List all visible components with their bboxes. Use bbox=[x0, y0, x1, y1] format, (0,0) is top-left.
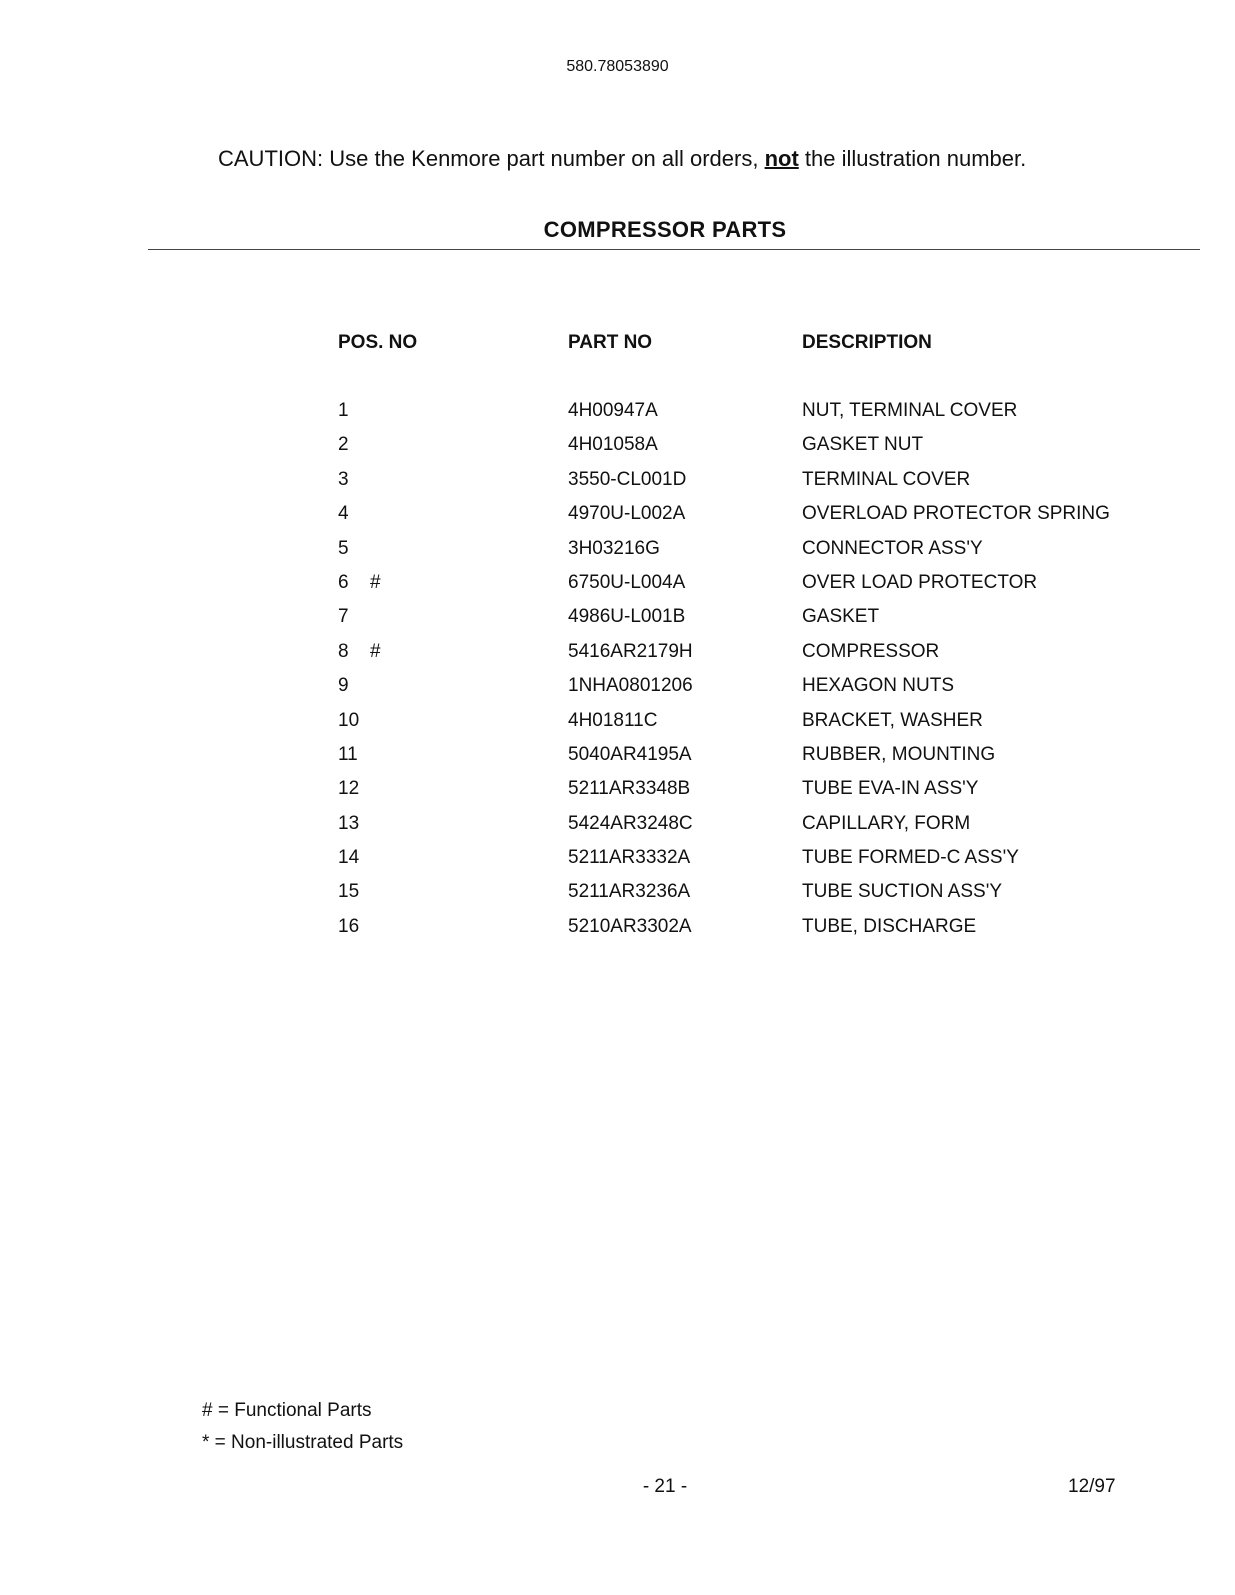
pos-cell: 16 bbox=[338, 915, 360, 937]
table-row bbox=[0, 774, 1235, 808]
part-number-cell: 3550-CL001D bbox=[568, 468, 687, 490]
caution-text-end: the illustration number. bbox=[798, 146, 1027, 171]
part-number-cell: 5040AR4195A bbox=[568, 743, 692, 765]
description-cell: COMPRESSOR bbox=[802, 640, 940, 662]
description-cell: CAPILLARY, FORM bbox=[802, 812, 971, 834]
revision-date: 12/97 bbox=[1068, 1476, 1116, 1497]
pos-cell: 5 bbox=[338, 537, 349, 559]
part-number-cell: 5210AR3302A bbox=[568, 915, 692, 937]
pos-cell: 9 bbox=[338, 675, 349, 697]
pos-cell: 14 bbox=[338, 847, 360, 869]
pos-cell: 6 bbox=[338, 571, 349, 593]
table-row bbox=[0, 706, 1235, 740]
part-number-cell: 4970U-L002A bbox=[568, 503, 686, 525]
pos-cell: 10 bbox=[338, 709, 360, 731]
part-number-cell: 5416AR2179H bbox=[568, 640, 693, 662]
part-number-cell: 5211AR3332A bbox=[568, 847, 691, 869]
pos-cell: 15 bbox=[338, 881, 360, 903]
description-cell: BRACKET, WASHER bbox=[802, 709, 983, 731]
part-number-cell: 4986U-L001B bbox=[568, 606, 686, 628]
description-cell: GASKET bbox=[802, 606, 880, 628]
column-header-pos: POS. NO bbox=[338, 332, 418, 353]
part-number-cell: 5424AR3248C bbox=[568, 812, 693, 834]
flag-cell: # bbox=[370, 640, 381, 662]
part-number-cell: 1NHA0801206 bbox=[568, 675, 693, 697]
table-row bbox=[0, 637, 1235, 671]
parts-table-body bbox=[0, 396, 1235, 946]
description-cell: CONNECTOR ASS'Y bbox=[802, 537, 983, 559]
part-number-cell: 4H00947A bbox=[568, 400, 658, 421]
column-header-description: DESCRIPTION bbox=[802, 332, 932, 353]
description-cell: HEXAGON NUTS bbox=[802, 675, 955, 697]
table-row bbox=[0, 740, 1235, 774]
pos-cell: 8 bbox=[338, 640, 349, 662]
pos-cell: 2 bbox=[338, 434, 349, 456]
description-cell: TUBE EVA-IN ASS'Y bbox=[802, 778, 979, 800]
table-row bbox=[0, 843, 1235, 877]
table-row bbox=[0, 534, 1235, 568]
model-number: 580.78053890 bbox=[566, 58, 669, 75]
pos-cell: 4 bbox=[338, 503, 349, 525]
description-cell: OVER LOAD PROTECTOR bbox=[802, 571, 1038, 593]
pos-cell: 11 bbox=[338, 743, 358, 765]
pos-cell: 3 bbox=[338, 468, 349, 490]
table-row bbox=[0, 396, 1235, 430]
description-cell: TUBE SUCTION ASS'Y bbox=[802, 881, 1003, 903]
pos-cell: 1 bbox=[338, 400, 349, 421]
description-cell: RUBBER, MOUNTING bbox=[802, 743, 996, 765]
part-number-cell: 5211AR3348B bbox=[568, 778, 691, 800]
description-cell: TUBE FORMED-C ASS'Y bbox=[802, 847, 1019, 869]
part-number-cell: 4H01811C bbox=[568, 709, 658, 731]
table-row bbox=[0, 499, 1235, 533]
table-row bbox=[0, 671, 1235, 705]
flag-cell: # bbox=[370, 571, 381, 593]
description-cell: TERMINAL COVER bbox=[802, 468, 971, 490]
description-cell: GASKET NUT bbox=[802, 434, 924, 456]
table-row bbox=[0, 568, 1235, 602]
caution-text: CAUTION: Use the Kenmore part number on all orders, bbox=[218, 146, 765, 171]
caution-note bbox=[218, 146, 1026, 172]
title-rule bbox=[148, 249, 1200, 250]
caution-emphasis: not bbox=[764, 146, 799, 171]
description-cell: TUBE, DISCHARGE bbox=[802, 915, 977, 937]
table-row bbox=[0, 602, 1235, 636]
table-row bbox=[0, 465, 1235, 499]
table-row bbox=[0, 430, 1235, 464]
legend-non-illustrated: * = Non-illustrated Parts bbox=[202, 1432, 404, 1453]
column-header-part: PART NO bbox=[568, 332, 653, 353]
pos-cell: 12 bbox=[338, 778, 360, 800]
part-number-cell: 5211AR3236A bbox=[568, 881, 691, 903]
description-cell: OVERLOAD PROTECTOR SPRING bbox=[802, 503, 1110, 525]
legend-functional: # = Functional Parts bbox=[202, 1400, 372, 1421]
part-number-cell: 4H01058A bbox=[568, 434, 658, 456]
part-number-cell: 3H03216G bbox=[568, 537, 660, 559]
page-number: - 21 - bbox=[642, 1476, 688, 1497]
table-row bbox=[0, 809, 1235, 843]
description-cell: NUT, TERMINAL COVER bbox=[802, 400, 1018, 421]
section-title: COMPRESSOR PARTS bbox=[543, 217, 787, 242]
table-row bbox=[0, 912, 1235, 946]
pos-cell: 7 bbox=[338, 606, 349, 628]
part-number-cell: 6750U-L004A bbox=[568, 571, 686, 593]
table-row bbox=[0, 877, 1235, 911]
pos-cell: 13 bbox=[338, 812, 360, 834]
